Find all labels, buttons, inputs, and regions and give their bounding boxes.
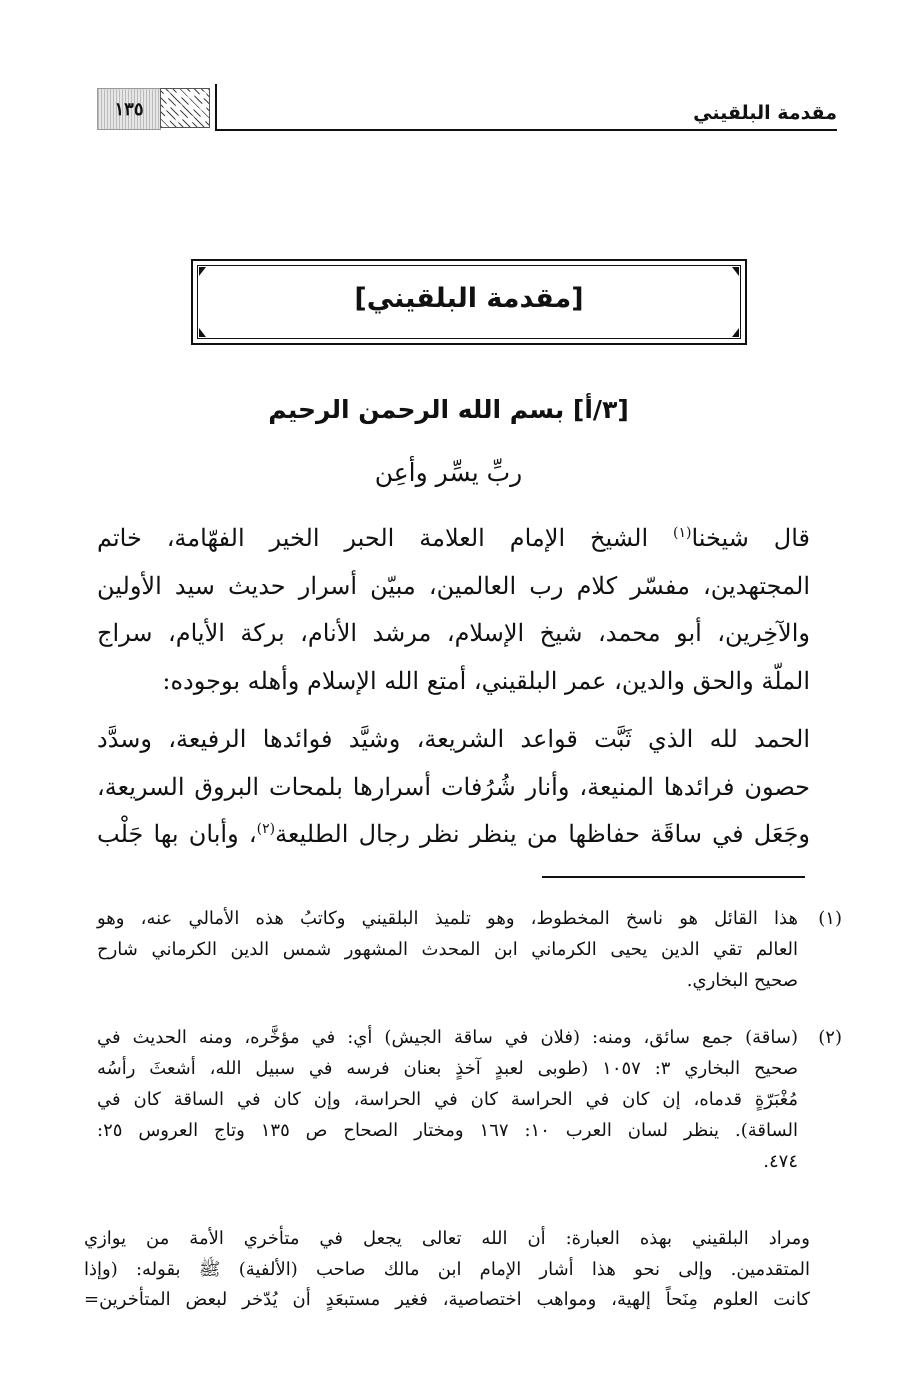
- running-header: [97, 84, 837, 134]
- header-rule: [217, 129, 837, 131]
- footnote-line: كانت العلوم مِنَحاً إلهية، ومواهب اختصاصية، فغير مستبعَدٍ أن يُدّخر لبعض المتأخرين=: [84, 1289, 810, 1310]
- footnote-line: مُغْبَرّةٍ قدماه، إن كان في الحراسة كان في الحراسة، وإن كان في الساقة كان في: [97, 1089, 798, 1110]
- footnote-line: ومراد البلقيني بهذه العبارة: أن الله تعالى يجعل في متأخري الأمة من يوازي: [84, 1228, 810, 1249]
- corner-ornament-icon: [732, 328, 739, 337]
- text-line: حصون فرائدها المنيعة، وأنار شُرُفات أسرارها بلمحات البروق السريعة،: [97, 772, 810, 801]
- text-line: الحمد لله الذي ثَبَّت قواعد الشريعة، وشيَّد فوائدها الرفيعة، وسدَّد: [97, 725, 810, 753]
- footnote-line: الساقة). ينظر لسان العرب ١٠: ١٦٧ ومختار الصحاح ص ١٣٥ وتاج العروس ٢٥:: [97, 1120, 798, 1141]
- text-line: والآخِرين، أبو محمد، شيخ الإسلام، مرشد الأنام، بركة الأيام، سراج: [97, 619, 810, 647]
- section-title-frame: [191, 259, 747, 345]
- paragraph-hamd: [97, 716, 810, 859]
- header-divider: [215, 84, 217, 131]
- page-number: ١٣٥: [97, 88, 161, 130]
- text-line: الملّة والحق والدين، عمر البلقيني، أمتع الله الإسلام وأهله بوجوده:: [162, 666, 810, 695]
- footnote-line: المتقدمين. وإلى نحو هذا أشار الإمام ابن مالك صاحب (الألفية) ﷺ بقوله: (وإذا: [84, 1258, 810, 1280]
- footnote-continuation: [84, 1224, 810, 1316]
- footnote-2: [97, 1022, 842, 1177]
- footnote-number: (١): [818, 908, 842, 929]
- footnote-separator: [542, 876, 805, 878]
- section-title: [مقدمة البلقيني]: [354, 283, 584, 314]
- text-line: قال شيخنا$^{(١)}$ الشيخ الإمام العلامة الحبر الخير الفهّامة، خاتم: [97, 524, 810, 552]
- invocation: ربِّ يسِّر وأعِن: [374, 458, 523, 487]
- footnote-number: (٢): [818, 1027, 842, 1048]
- footnote-line: (ساقة) جمع سائق، ومنه: (فلان في ساقة الجيش) أي: في مؤخَّره، ومنه الحديث في: [97, 1027, 798, 1048]
- footnote-line: ٤٧٤.: [763, 1151, 798, 1172]
- corner-ornament-icon: [199, 267, 206, 276]
- footnote-1: [97, 903, 842, 996]
- footnote-line: صحيح البخاري.: [686, 970, 798, 991]
- corner-ornament-icon: [199, 328, 206, 337]
- text-line: وجَعَل في ساقَة حفاظها من ينظر نظر رجال الطليعة$^{(٢)}$، وأبان بها جَلْب: [97, 820, 810, 848]
- footnote-line: هذا القائل هو ناسخ المخطوط، وهو تلميذ البلقيني وكاتبُ هذه الأمالي عنه، وهو: [97, 908, 798, 929]
- corner-ornament-icon: [732, 267, 739, 276]
- paragraph-intro: [97, 515, 810, 705]
- footnote-ref[interactable]: (٢): [256, 821, 276, 837]
- footnote-line: العالم تقي الدين يحيى الكرماني ابن المحدث المشهور شمس الدين الكرماني شارح: [97, 939, 798, 960]
- running-title: مقدمة البلقيني: [693, 102, 837, 124]
- footnote-line: صحيح البخاري ٣: ١٠٥٧ (طوبى لعبدٍ آخذٍ بعنان فرسه في سبيل الله، أشعثَ رأسُه: [97, 1058, 798, 1079]
- footnote-ref[interactable]: (١): [673, 525, 692, 541]
- basmala: [٣/أ] بسم الله الرحمن الرحيم: [268, 395, 629, 424]
- ornament-icon: [160, 88, 210, 128]
- text-line: المجتهدين، مفسّر كلام رب العالمين، مبيّن أسرار حديث سيد الأولين: [97, 571, 810, 600]
